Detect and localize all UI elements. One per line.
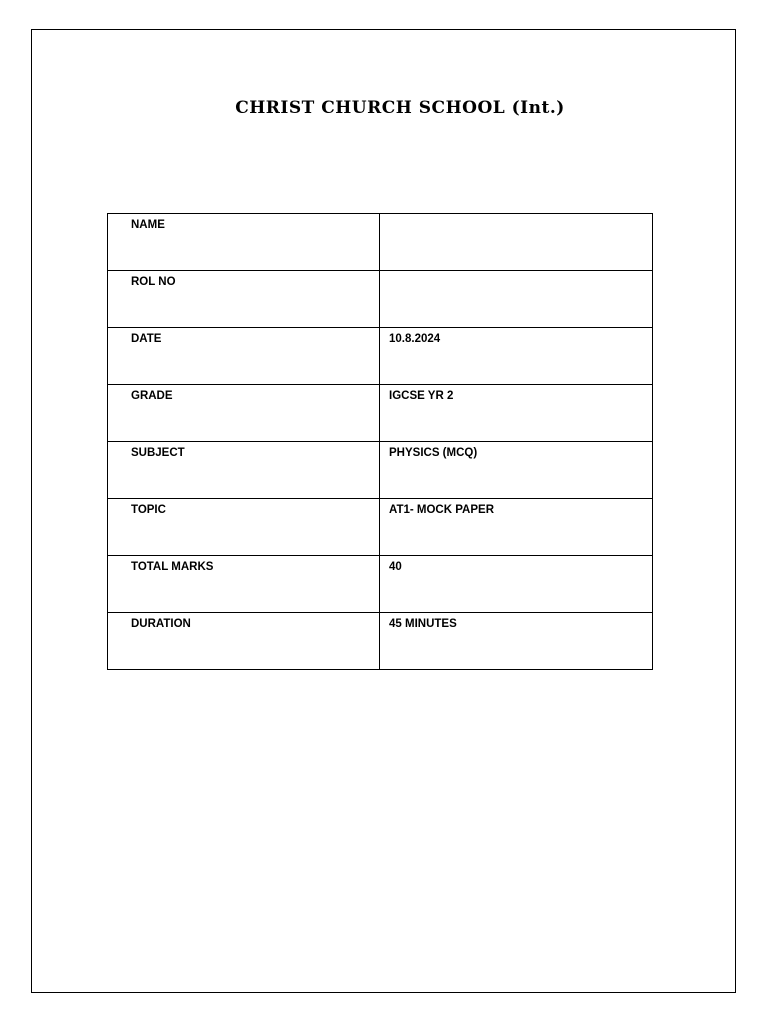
roll-no-value xyxy=(380,271,653,328)
date-value: 10.8.2024 xyxy=(380,328,653,385)
topic-label: TOPIC xyxy=(108,499,380,556)
table-row-grade xyxy=(108,385,653,442)
grade-value: IGCSE YR 2 xyxy=(380,385,653,442)
name-value xyxy=(380,214,653,271)
table-row-roll-no xyxy=(108,271,653,328)
subject-value: PHYSICS (MCQ) xyxy=(380,442,653,499)
table-row-total-marks xyxy=(108,556,653,613)
roll-no-label: ROL NO xyxy=(108,271,380,328)
school-title: CHRIST CHURCH SCHOOL (Int.) xyxy=(235,98,565,118)
duration-label: DURATION xyxy=(108,613,380,670)
exam-info-table xyxy=(107,213,653,670)
duration-value: 45 MINUTES xyxy=(380,613,653,670)
table-row-duration xyxy=(108,613,653,670)
table-row-subject xyxy=(108,442,653,499)
total-marks-label: TOTAL MARKS xyxy=(108,556,380,613)
date-label: DATE xyxy=(108,328,380,385)
name-label: NAME xyxy=(108,214,380,271)
total-marks-value: 40 xyxy=(380,556,653,613)
table-row-date xyxy=(108,328,653,385)
table-row-topic xyxy=(108,499,653,556)
topic-value: AT1- MOCK PAPER xyxy=(380,499,653,556)
subject-label: SUBJECT xyxy=(108,442,380,499)
table-row-name xyxy=(108,214,653,271)
grade-label: GRADE xyxy=(108,385,380,442)
